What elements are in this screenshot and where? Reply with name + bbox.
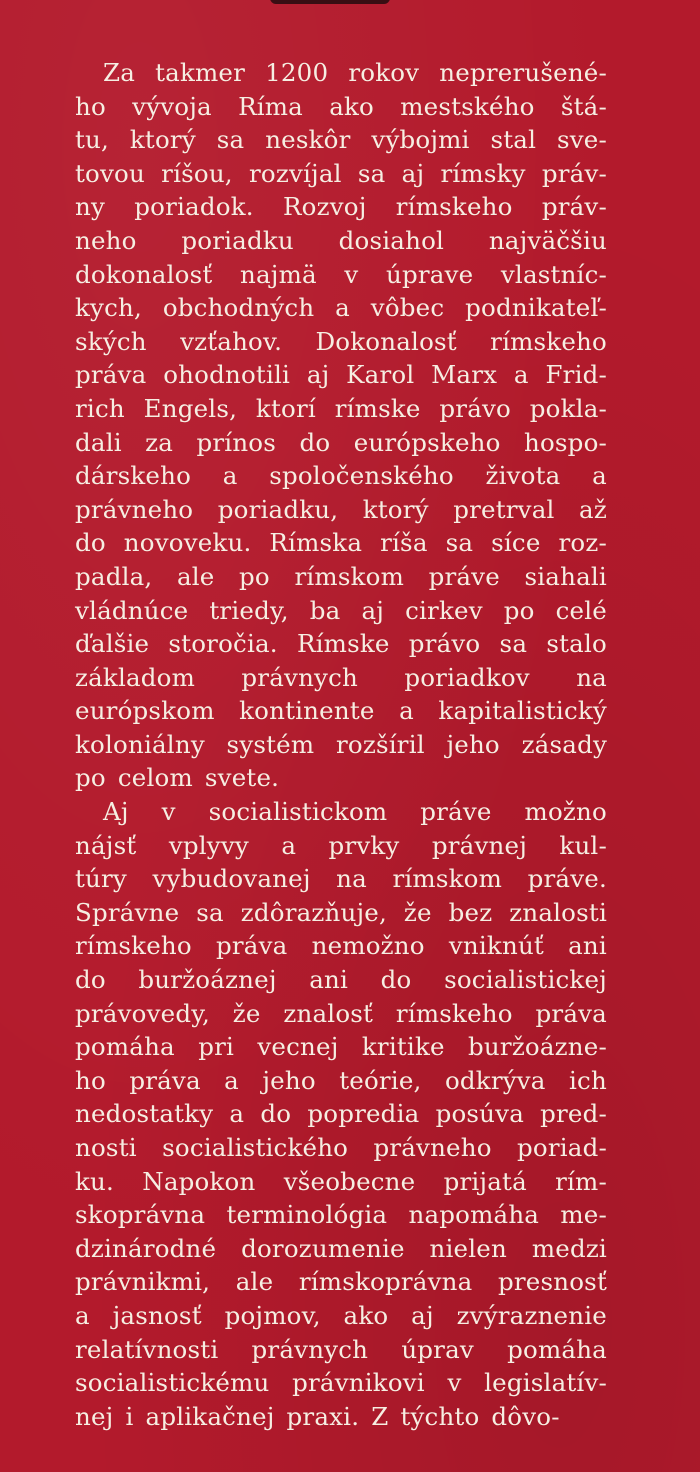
word: pomáha bbox=[75, 1032, 175, 1062]
word: aj bbox=[361, 595, 385, 625]
word: a bbox=[75, 1300, 90, 1330]
text-line bbox=[75, 694, 607, 728]
word: do bbox=[75, 965, 106, 995]
word: neprerušené- bbox=[439, 58, 607, 87]
word: triedy, bbox=[209, 595, 289, 625]
word: Engels, bbox=[143, 393, 238, 423]
word: dali bbox=[75, 427, 122, 457]
word: právnikovi bbox=[292, 1368, 425, 1398]
word: práva bbox=[75, 360, 147, 390]
text-line bbox=[75, 56, 607, 90]
word: poriad- bbox=[517, 1133, 607, 1162]
text-line bbox=[75, 1165, 607, 1199]
word: vzťahov. bbox=[180, 326, 283, 356]
word: vládnúce bbox=[75, 595, 189, 625]
word: poriadkov bbox=[404, 662, 530, 692]
word: systém bbox=[226, 729, 315, 759]
text-line bbox=[75, 761, 607, 795]
word: sa bbox=[445, 528, 474, 558]
word: jasnosť bbox=[112, 1300, 202, 1330]
word: rímske bbox=[334, 393, 421, 423]
word: storočia. bbox=[168, 629, 278, 659]
word: popredia bbox=[307, 1099, 420, 1129]
text-line bbox=[75, 795, 607, 829]
word: a bbox=[281, 830, 297, 860]
word: rímskeho bbox=[395, 998, 513, 1028]
text-line bbox=[75, 224, 607, 258]
text-line bbox=[75, 291, 607, 325]
text-line bbox=[75, 560, 607, 594]
text-line bbox=[75, 1232, 607, 1266]
word: aj bbox=[306, 360, 330, 390]
word: a bbox=[335, 293, 350, 323]
word: európskeho bbox=[353, 427, 501, 457]
text-line bbox=[75, 90, 607, 124]
word: práv- bbox=[541, 158, 607, 188]
word: dárskeho bbox=[75, 461, 192, 491]
word: tovou bbox=[75, 158, 145, 188]
word: nej bbox=[75, 1401, 114, 1431]
word: dzinárodné bbox=[75, 1233, 217, 1263]
word: ich bbox=[569, 1065, 607, 1095]
word: tu, bbox=[75, 125, 110, 155]
word: ako bbox=[343, 1300, 389, 1330]
word: že bbox=[232, 998, 261, 1028]
word: celé bbox=[555, 595, 607, 625]
word: Aj bbox=[103, 797, 129, 827]
word: právovedy, bbox=[75, 998, 210, 1028]
word: relatívnosti bbox=[75, 1334, 219, 1364]
word: právo bbox=[408, 629, 481, 659]
word: kontinente bbox=[239, 696, 375, 726]
word: dosiahol bbox=[338, 225, 445, 255]
text-line bbox=[75, 896, 607, 930]
word: nedostatky bbox=[75, 1099, 214, 1129]
word: práve bbox=[420, 797, 492, 827]
word: dorozumenie bbox=[241, 1233, 405, 1263]
word: kritike bbox=[361, 1032, 445, 1062]
word: právo bbox=[439, 393, 511, 423]
word: ohodnotili bbox=[163, 360, 291, 390]
word: túry bbox=[75, 864, 127, 894]
word: napomáha bbox=[408, 1200, 540, 1230]
word: v bbox=[161, 797, 176, 827]
word: pojmov, bbox=[224, 1300, 321, 1330]
word: rímsky bbox=[440, 158, 526, 188]
word: teórie, bbox=[339, 1065, 422, 1095]
word: praxi. bbox=[286, 1401, 360, 1431]
word: výbojmi bbox=[371, 125, 470, 155]
word: pred- bbox=[540, 1099, 607, 1129]
word: spoločenského bbox=[269, 461, 454, 491]
word: 1200 bbox=[265, 58, 329, 87]
text-line bbox=[75, 459, 607, 493]
word: vplyvy bbox=[168, 830, 249, 860]
word: ktorý bbox=[362, 494, 429, 524]
text-line bbox=[75, 627, 607, 661]
word: poriadok. bbox=[134, 192, 254, 222]
word: bez bbox=[448, 897, 493, 927]
word: obchodných bbox=[162, 293, 315, 323]
text-line bbox=[75, 426, 607, 460]
text-line bbox=[75, 1097, 607, 1131]
word: sve- bbox=[556, 125, 607, 155]
word: socialistickému bbox=[75, 1368, 270, 1398]
word: ani bbox=[568, 931, 607, 961]
word: medzi bbox=[531, 1233, 607, 1263]
text-line bbox=[75, 1333, 607, 1367]
word: ktorý bbox=[129, 125, 196, 155]
word: ale bbox=[176, 561, 215, 591]
word: pokla- bbox=[529, 393, 607, 423]
word: pri bbox=[198, 1032, 235, 1062]
text-line bbox=[75, 829, 607, 863]
word: ale bbox=[235, 1267, 274, 1297]
word: ďalšie bbox=[75, 629, 150, 659]
text-line bbox=[75, 1400, 607, 1434]
word: ani bbox=[309, 965, 349, 995]
word: stalo bbox=[546, 629, 607, 659]
word: buržoáznej bbox=[138, 965, 277, 995]
word: koloniálny bbox=[75, 729, 205, 759]
word: pretrval bbox=[453, 494, 555, 524]
word: do bbox=[380, 965, 412, 995]
word: najväčšiu bbox=[488, 225, 607, 255]
word: práva bbox=[129, 1065, 201, 1095]
word: úprav bbox=[401, 1334, 474, 1364]
word: legislatív- bbox=[484, 1368, 607, 1398]
word: jeho bbox=[262, 1065, 316, 1095]
word: mestského bbox=[400, 91, 535, 121]
word: a bbox=[399, 696, 414, 726]
word: právnych bbox=[251, 1334, 369, 1364]
word: prvky bbox=[328, 830, 400, 860]
word: do bbox=[75, 528, 106, 558]
word: ako bbox=[329, 91, 375, 121]
word: rímskeho bbox=[490, 326, 607, 356]
word: dokonalosť bbox=[75, 259, 213, 289]
word: síce bbox=[491, 528, 541, 558]
word: ny bbox=[75, 192, 106, 222]
text-line bbox=[75, 190, 607, 224]
text-line bbox=[75, 157, 607, 191]
word: posúva bbox=[435, 1099, 524, 1129]
text-line bbox=[75, 1299, 607, 1333]
word: práva bbox=[535, 998, 607, 1028]
word: a bbox=[224, 1065, 239, 1095]
word: aj bbox=[411, 1300, 434, 1330]
word: odkrýva bbox=[444, 1065, 546, 1095]
word: rozšíril bbox=[336, 729, 425, 759]
word: terminológia bbox=[226, 1200, 388, 1230]
word: celom bbox=[117, 763, 193, 793]
word: prínos bbox=[196, 427, 277, 457]
word: v bbox=[344, 259, 359, 289]
word: Rímska bbox=[269, 528, 363, 558]
word: jeho bbox=[446, 729, 500, 759]
word: právneho bbox=[373, 1133, 492, 1162]
word: rímskoprávna bbox=[298, 1267, 473, 1297]
word: Ríma bbox=[238, 91, 303, 121]
word: a bbox=[513, 360, 529, 390]
word: skoprávna bbox=[75, 1200, 206, 1230]
text-line bbox=[75, 997, 607, 1031]
word: Rozvoj bbox=[283, 192, 367, 222]
word: cirkev bbox=[405, 595, 483, 625]
word: nosti bbox=[75, 1133, 137, 1162]
word: aj bbox=[401, 158, 425, 188]
word: rímskom bbox=[294, 561, 405, 591]
word: úprave bbox=[385, 259, 474, 289]
word: všeobecne bbox=[283, 1166, 416, 1196]
word: vôbec bbox=[370, 293, 445, 323]
word: života bbox=[485, 461, 561, 491]
word: právnikmi, bbox=[75, 1267, 211, 1297]
word: kul- bbox=[559, 830, 607, 860]
text-line bbox=[75, 258, 607, 292]
word: ba bbox=[309, 595, 341, 625]
word: novoveku. bbox=[123, 528, 252, 558]
word: nájsť bbox=[75, 830, 137, 860]
paragraph bbox=[75, 795, 607, 1433]
word: sa bbox=[499, 629, 528, 659]
word: po bbox=[239, 561, 270, 591]
word: nemožno bbox=[311, 931, 425, 961]
text-line bbox=[75, 1198, 607, 1232]
word: rímskeho bbox=[395, 192, 513, 222]
word: že bbox=[403, 897, 432, 927]
word: na bbox=[336, 864, 367, 894]
word: práve. bbox=[527, 864, 607, 894]
text-line bbox=[75, 929, 607, 963]
word: najmä bbox=[239, 259, 317, 289]
word: socialistickom bbox=[208, 797, 388, 827]
word: vniknúť bbox=[448, 931, 544, 961]
word: prijatá bbox=[443, 1166, 527, 1196]
word: ríša bbox=[380, 528, 428, 558]
text-line bbox=[75, 1366, 607, 1400]
word: vybudovanej bbox=[152, 864, 311, 894]
word: poriadku, bbox=[217, 494, 339, 524]
word: právneho bbox=[75, 494, 194, 524]
word: a bbox=[229, 1099, 245, 1129]
body-text bbox=[75, 56, 607, 1433]
text-line bbox=[75, 1064, 607, 1098]
word: pomáha bbox=[507, 1334, 607, 1364]
word: znalosť bbox=[283, 998, 374, 1028]
word: ho bbox=[75, 1065, 106, 1095]
word: ktorí bbox=[255, 393, 316, 423]
word: neskôr bbox=[265, 125, 351, 155]
word: Správne bbox=[75, 897, 180, 927]
text-line bbox=[75, 1131, 607, 1165]
word: svete. bbox=[204, 763, 280, 793]
word: až bbox=[579, 494, 607, 524]
word: presnosť bbox=[497, 1267, 607, 1297]
word: práva bbox=[215, 931, 288, 961]
text-line bbox=[75, 963, 607, 997]
word: kych, bbox=[75, 293, 142, 323]
word: do bbox=[260, 1099, 292, 1129]
word: vlastníc- bbox=[500, 259, 607, 289]
word: právnej bbox=[431, 830, 527, 860]
word: poriadku bbox=[181, 225, 294, 255]
word: Za bbox=[103, 58, 136, 87]
word: do bbox=[299, 427, 331, 457]
text-line bbox=[75, 392, 607, 426]
word: padla, bbox=[75, 561, 153, 591]
word: zvýraznenie bbox=[456, 1300, 607, 1330]
word: rím- bbox=[555, 1166, 607, 1196]
word: podnikateľ- bbox=[465, 293, 607, 323]
word: ríšou, bbox=[161, 158, 233, 188]
text-line bbox=[75, 493, 607, 527]
word: a bbox=[592, 461, 607, 491]
word: za bbox=[145, 427, 174, 457]
word: základom bbox=[75, 662, 196, 692]
word: práv- bbox=[541, 192, 607, 222]
text-line bbox=[75, 1265, 607, 1299]
word: ho bbox=[75, 91, 106, 121]
text-line bbox=[75, 526, 607, 560]
word: Dokonalosť bbox=[315, 326, 457, 356]
word: socialistickej bbox=[444, 965, 607, 995]
word: rímskom bbox=[392, 864, 503, 894]
word: Z bbox=[371, 1401, 389, 1431]
word: socialistického bbox=[162, 1133, 349, 1162]
text-line bbox=[75, 728, 607, 762]
word: Napokon bbox=[142, 1166, 256, 1196]
text-line bbox=[75, 661, 607, 695]
word: zdôrazňuje, bbox=[240, 897, 387, 927]
text-line bbox=[75, 123, 607, 157]
word: nielen bbox=[429, 1233, 507, 1263]
word: vecnej bbox=[257, 1032, 339, 1062]
word: hospo- bbox=[523, 427, 607, 457]
word: vývoja bbox=[132, 91, 212, 121]
word: siahali bbox=[524, 561, 607, 591]
word: ku. bbox=[75, 1166, 115, 1196]
text-line bbox=[75, 862, 607, 896]
text-line bbox=[75, 1030, 607, 1064]
word: po bbox=[503, 595, 535, 625]
word: roz- bbox=[558, 528, 607, 558]
word: rozvíjal bbox=[248, 158, 342, 188]
word: buržoázne- bbox=[468, 1032, 607, 1062]
cover-edge-shadow bbox=[270, 0, 390, 4]
word: Marx bbox=[431, 360, 498, 390]
paragraph bbox=[75, 56, 607, 795]
word: aplikačnej bbox=[145, 1401, 275, 1431]
word: rímskeho bbox=[75, 931, 192, 961]
word: štá- bbox=[560, 91, 607, 121]
word: práve bbox=[428, 561, 500, 591]
word: rokov bbox=[348, 58, 420, 87]
word: na bbox=[576, 662, 607, 692]
word: i bbox=[125, 1401, 134, 1431]
text-line bbox=[75, 358, 607, 392]
word: týchto bbox=[400, 1401, 480, 1431]
word: takmer bbox=[155, 58, 246, 87]
word: a bbox=[222, 461, 238, 491]
text-line bbox=[75, 594, 607, 628]
word: sa bbox=[216, 125, 245, 155]
word: ských bbox=[75, 326, 147, 356]
word: Karol bbox=[346, 360, 415, 390]
word: právnych bbox=[241, 662, 358, 692]
word: po bbox=[75, 763, 106, 793]
word: európskom bbox=[75, 696, 215, 726]
word: možno bbox=[524, 797, 607, 827]
text-line bbox=[75, 325, 607, 359]
word: stal bbox=[490, 125, 537, 155]
word: sa bbox=[357, 158, 386, 188]
word: Frid- bbox=[545, 360, 607, 390]
word: rich bbox=[75, 393, 125, 423]
word: kapitalistický bbox=[438, 696, 607, 726]
word: sa bbox=[196, 897, 224, 927]
word: znalosti bbox=[509, 897, 607, 927]
word: v bbox=[447, 1368, 462, 1398]
word: zásady bbox=[521, 729, 607, 759]
word: neho bbox=[75, 225, 137, 255]
word: me- bbox=[560, 1200, 607, 1230]
word: dôvo- bbox=[491, 1401, 560, 1431]
word: Rímske bbox=[296, 629, 390, 659]
